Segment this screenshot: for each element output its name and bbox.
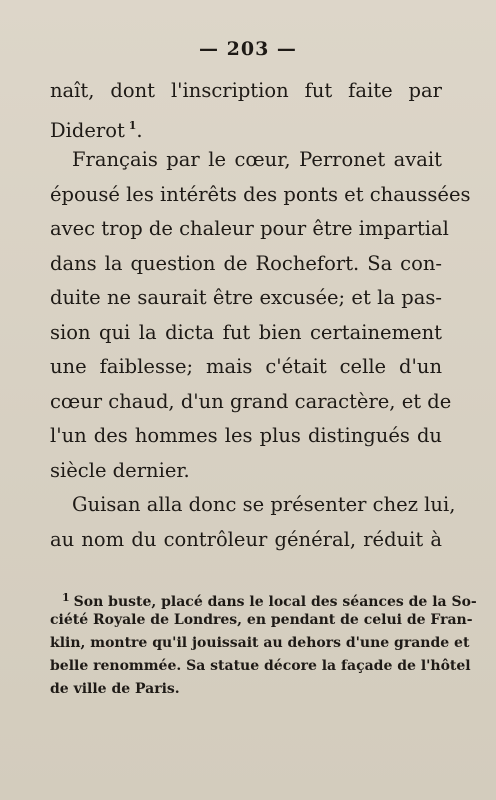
text-line: duite ne saurait être excusée; et la pas- [50, 286, 442, 309]
footnote-line [50, 586, 477, 610]
footnote-line: ciété Royale de Londres, en pendant de celui de Fran- [50, 612, 473, 628]
text-line: siècle dernier. [50, 458, 190, 482]
page-number: — 203 — [199, 38, 297, 60]
text-line: cœur chaud, d'un grand caractère, et de [50, 389, 452, 413]
text-line: épousé les intérêts des ponts et chaussées [50, 182, 471, 206]
body-text [50, 74, 471, 557]
footnote-mark: 1 [62, 591, 70, 604]
text-line: Français par le cœur, Perronet avait [72, 148, 442, 171]
text-line: au nom du contrôleur général, réduit à [50, 527, 442, 551]
text-line-content: Diderot [50, 118, 125, 142]
footnote-line-content: Son buste, placé dans le local des séances de la So- [73, 594, 477, 610]
text-line: Guisan alla donc se présenter chez lui, [72, 493, 456, 516]
text-line: dans la question de Rochefort. Sa con- [50, 251, 442, 275]
text-line: naît, dont l'inscription fut faite par [50, 79, 442, 102]
text-line: Diderot $^1$. [50, 118, 143, 142]
text-line: avec trop de chaleur pour être impartial [50, 217, 449, 240]
text-line: l'un des hommes les plus distingués du [50, 424, 442, 447]
footnote-reference: 1 [128, 118, 137, 132]
footnote [50, 586, 477, 701]
text-line: sion qui la dicta fut bien certainement [50, 320, 442, 344]
footnote-line: klin, montre qu'il jouissait au dehors d'une grande et [50, 635, 470, 651]
footnote-line: belle renommée. Sa statue décore la façade de l'hôtel [50, 658, 471, 674]
footnote-line: de ville de Paris. [50, 681, 180, 697]
text-line: une faiblesse; mais c'était celle d'un [50, 355, 442, 378]
